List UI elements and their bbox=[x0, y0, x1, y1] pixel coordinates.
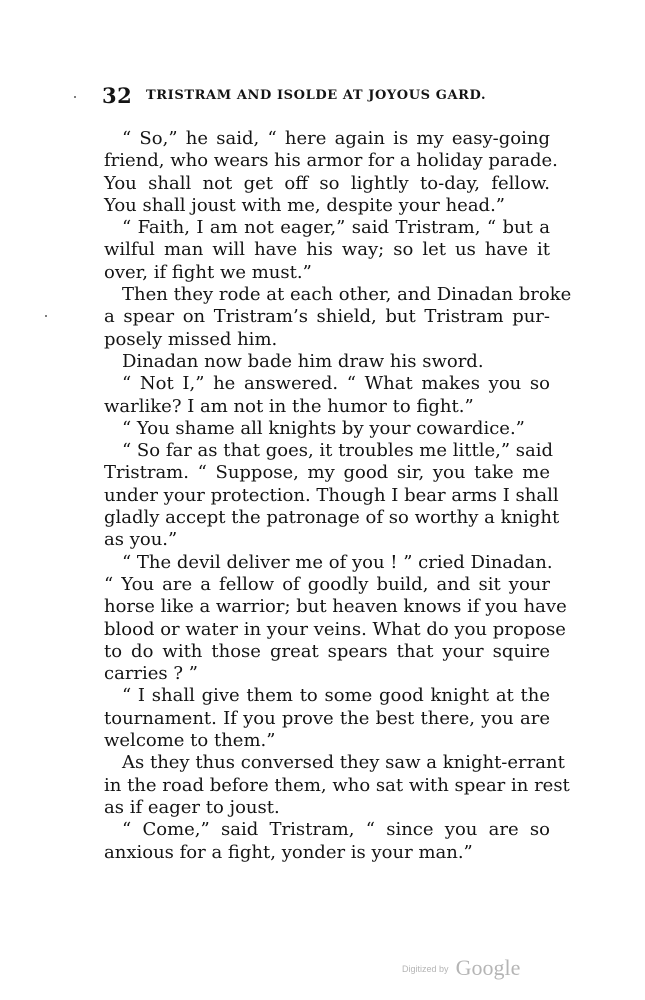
text-line: You shall joust with me, despite your head.” bbox=[104, 194, 505, 216]
text-line: a spear on Tristram’s shield, but Tristram pur- bbox=[104, 306, 550, 328]
text-line: as if eager to joust. bbox=[104, 796, 280, 818]
text-line: posely missed him. bbox=[104, 328, 278, 350]
text-line: carries ? ” bbox=[104, 663, 198, 685]
text-line: Tristram. “ Suppose, my good sir, you take me bbox=[104, 462, 550, 484]
watermark-prefix: Digitized by bbox=[402, 964, 449, 974]
text-line: “ So,” he said, “ here again is my easy-going bbox=[122, 128, 550, 149]
text-line: “ Come,” said Tristram, “ since you are so bbox=[122, 819, 550, 841]
text-line: welcome to them.” bbox=[104, 730, 276, 752]
text-line: to do with those great spears that your squire bbox=[104, 640, 550, 662]
digitized-watermark bbox=[402, 955, 520, 981]
text-line: horse like a warrior; but heaven knows if you have bbox=[104, 596, 567, 618]
text-line: “ Not I,” he answered. “ What makes you so bbox=[122, 373, 550, 395]
text-line: Dinadan now bade him draw his sword. bbox=[122, 350, 484, 372]
body-text bbox=[104, 128, 572, 864]
text-line: “ I shall give them to some good knight at the bbox=[122, 685, 550, 707]
text-line: You shall not get off so lightly to-day, fellow. bbox=[104, 172, 550, 194]
text-line: Then they rode at each other, and Dinadan broke bbox=[122, 284, 572, 306]
text-line: blood or water in your veins. What do you propose bbox=[104, 618, 566, 640]
text-line: wilful man will have his way; so let us have it bbox=[104, 239, 550, 261]
text-line: under your protection. Though I bear arms I shall bbox=[104, 484, 559, 506]
text-line: over, if fight we must.” bbox=[104, 261, 312, 283]
page-number: 32 bbox=[102, 83, 133, 108]
text-line: friend, who wears his armor for a holiday parade. bbox=[104, 150, 558, 172]
google-logo: Google bbox=[455, 955, 521, 980]
margin-speck bbox=[74, 96, 76, 98]
text-line: anxious for a fight, yonder is your man.” bbox=[104, 841, 473, 863]
running-head: TRISTRAM AND ISOLDE AT JOYOUS GARD. bbox=[146, 88, 487, 103]
text-line: in the road before them, who sat with spear in rest bbox=[104, 774, 570, 796]
margin-speck bbox=[45, 315, 47, 317]
text-line: “ You are a fellow of goodly build, and sit your bbox=[104, 573, 550, 595]
text-line: “ Faith, I am not eager,” said Tristram, “ but a bbox=[122, 217, 550, 239]
text-line: tournament. If you prove the best there, you are bbox=[104, 707, 550, 729]
text-line: “ You shame all knights by your cowardice.” bbox=[122, 417, 525, 439]
text-line: warlike? I am not in the humor to fight.” bbox=[104, 395, 474, 417]
text-line: As they thus conversed they saw a knight-errant bbox=[122, 752, 565, 774]
text-line: as you.” bbox=[104, 529, 178, 551]
page-header bbox=[102, 83, 542, 109]
text-line: “ So far as that goes, it troubles me little,” said bbox=[122, 440, 554, 462]
text-line: “ The devil deliver me of you ! ” cried Dinadan. bbox=[122, 551, 553, 573]
text-line: gladly accept the patronage of so worthy a knight bbox=[104, 507, 560, 529]
